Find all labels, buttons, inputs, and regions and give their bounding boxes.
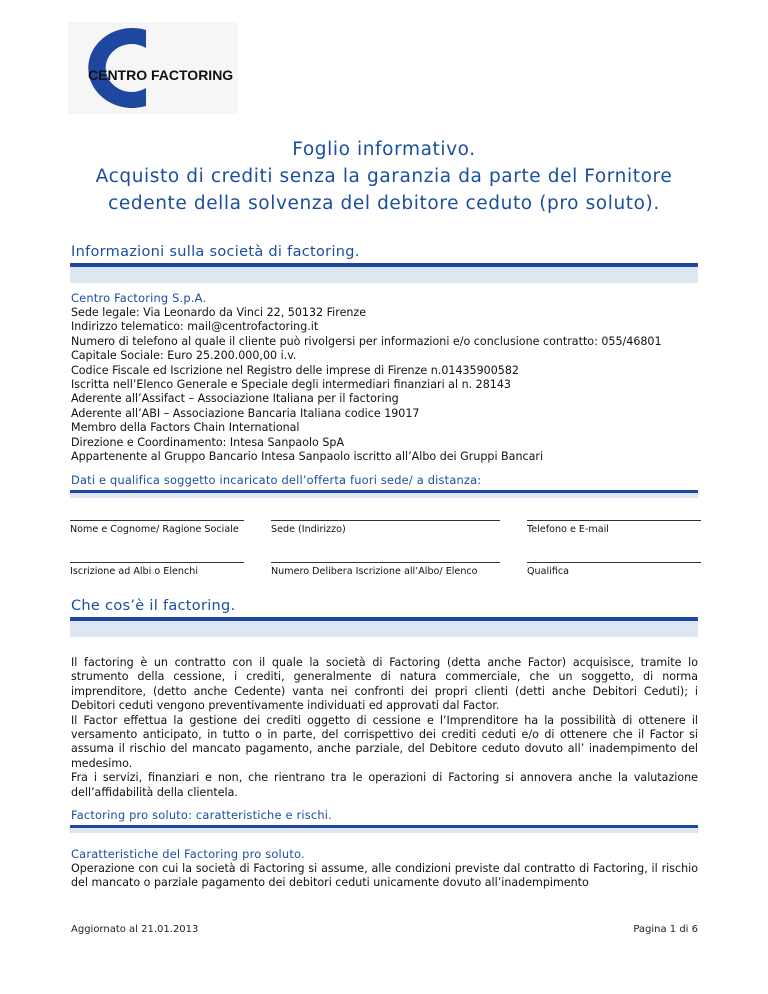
section-heading-company-info: Informazioni sulla società di factoring. (71, 244, 360, 260)
document-title (0, 136, 768, 217)
title-line-3: cedente della solvenza del debitore ceduto (pro soluto). (108, 193, 660, 214)
field-contact: Telefono e E-mail (527, 520, 701, 536)
company-registry: Iscritta nell’Elenco Generale e Speciale degli intermediari finanziari al n. 28143 (71, 378, 511, 392)
footer-updated: Aggiornato al 21.01.2013 (71, 924, 199, 935)
section-heading-what-is-factoring: Che cos’è il factoring. (71, 598, 236, 614)
paragraph: Il Factor effettua la gestione dei crediti oggetto di cessione e l’Imprenditore ha la possibilità di ottenere il versamento anticipato, in tutto o in parte, del corrispettivo dei crediti ceduti e/o di ottenere che il Factor si assuma il rischio del mancato pagamento, anche parziale, del Debitore ceduto dovuto all’ inadempimento del medesimo. (71, 713, 698, 770)
factoring-description (71, 656, 698, 800)
pro-soluto-description: Operazione con cui la società di Factoring si assume, alle condizioni previste dal contratto di Factoring, il rischio del mancato o parziale pagamento dei debitori ceduti unicamente dovuto all’inadempimento (71, 862, 698, 890)
logo-graphic (68, 22, 238, 114)
paragraph: Il factoring è un contratto con il quale la società di Factoring (detta anche Factor) acquisisce, tramite lo strumento della cessione, i crediti, generalmente di natura commerciale, che un soggetto, di norma imprenditore, (detto anche Cedente) vanta nei confronti dei propri clienti (detti anche Debitori Ceduti); i Debitori ceduti vengono preventivamente individuati ed approvati dal Factor. (71, 656, 698, 713)
section-heading-offer-agent: Dati e qualifica soggetto incaricato dell’offerta fuori sede/ a distanza: (71, 473, 482, 487)
title-line-1: Foglio informativo. (292, 139, 476, 160)
field-address: Sede (Indirizzo) (271, 520, 500, 536)
company-email: Indirizzo telematico: mail@centrofactoring.it (71, 320, 319, 334)
field-resolution: Numero Delibera Iscrizione all’Albo/ Elenco (271, 562, 500, 578)
company-abi: Aderente all’ABI – Associazione Bancaria Italiana codice 19017 (71, 406, 420, 420)
title-line-2: Acquisto di crediti senza la garanzia da parte del Fornitore (95, 166, 673, 187)
field-register: Iscrizione ad Albi o Elenchi (70, 562, 244, 578)
company-name: Centro Factoring S.p.A. (71, 291, 207, 305)
company-assifact: Aderente all’Assifact – Associazione Italiana per il factoring (71, 392, 399, 406)
logo-text: CENTRO FACTORING (88, 67, 234, 83)
paragraph: Fra i servizi, finanziari e non, che rientrano tra le operazioni di Factoring si annovera anche la valutazione dell’affidabilità della clientela. (71, 771, 698, 799)
section-heading-pro-soluto: Factoring pro soluto: caratteristiche e rischi. (71, 808, 332, 822)
company-address: Sede legale: Via Leonardo da Vinci 22, 50132 Firenze (71, 306, 367, 319)
footer-page-number: Pagina 1 di 6 (633, 924, 698, 935)
section-band (70, 621, 698, 637)
section-band (70, 493, 698, 498)
field-qualification: Qualifica (527, 562, 701, 578)
field-name: Nome e Cognome/ Ragione Sociale (70, 520, 244, 536)
company-fci: Membro della Factors Chain International (71, 421, 300, 435)
company-direction: Direzione e Coordinamento: Intesa Sanpaolo SpA (71, 435, 345, 449)
company-group: Appartenente al Gruppo Bancario Intesa Sanpaolo iscritto all’Albo dei Gruppi Bancari (71, 450, 544, 464)
company-logo (68, 22, 238, 114)
section-band (70, 267, 698, 283)
section-band (70, 828, 698, 833)
company-phone: Numero di telefono al quale il cliente può rivolgersi per informazioni e/o conclusione contratto: 055/46801 (71, 334, 662, 348)
company-tax-code: Codice Fiscale ed Iscrizione nel Registro delle imprese di Firenze n.01435900582 (71, 363, 519, 377)
subheading-pro-soluto-features: Caratteristiche del Factoring pro soluto. (71, 847, 305, 861)
company-capital: Capitale Sociale: Euro 25.200.000,00 i.v. (71, 349, 297, 363)
company-details (71, 306, 662, 464)
